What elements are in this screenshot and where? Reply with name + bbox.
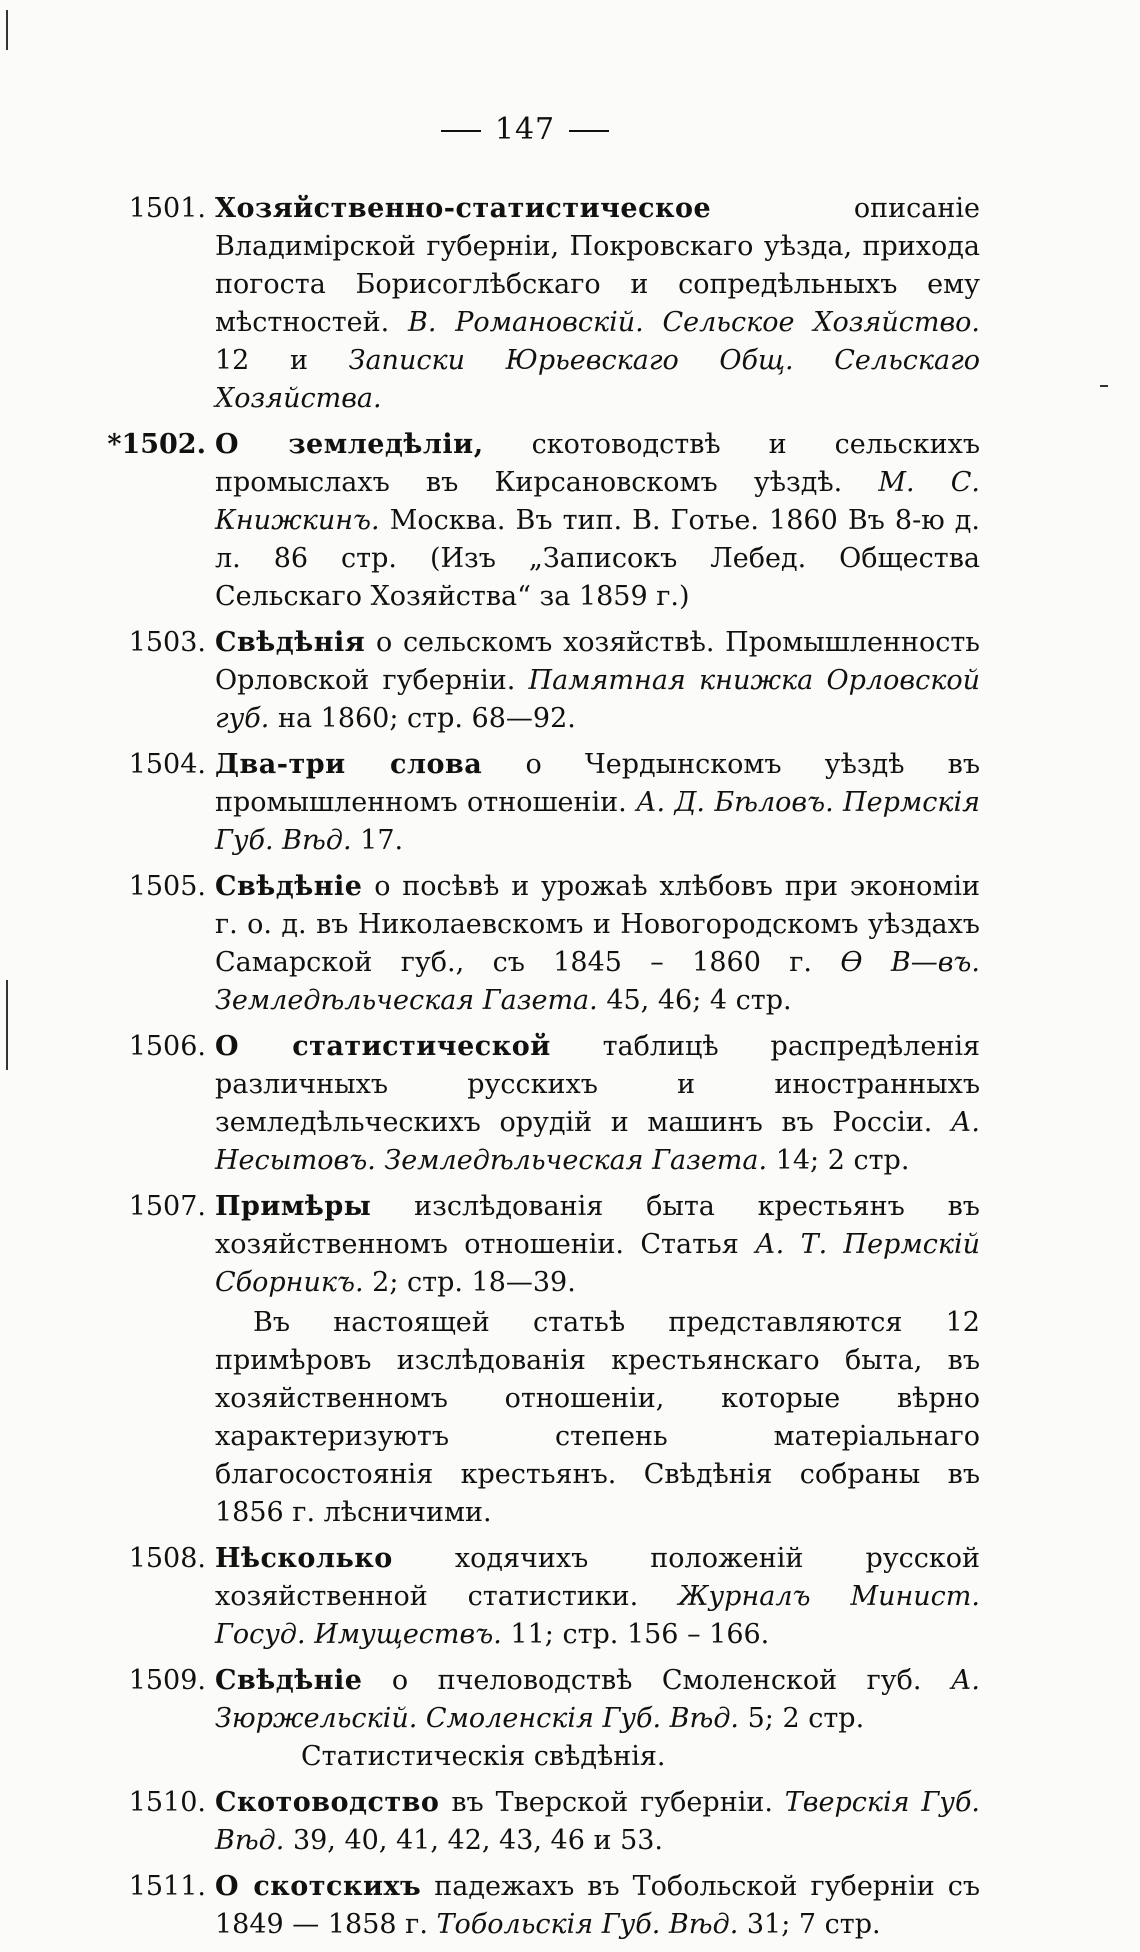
entry-1509 — [60, 1662, 980, 1776]
entry-keyword: Два-три слова — [215, 749, 483, 780]
entry-1505 — [60, 868, 980, 1020]
entry-source: А. Д. Бѣловъ. Пермскія Губ. Вѣд. — [215, 787, 981, 856]
entry-1508 — [60, 1540, 980, 1654]
entry-number: *1502. — [107, 429, 206, 460]
page-number: 147 — [0, 112, 1050, 147]
entry-source: М. С. Книжкинъ. — [215, 467, 980, 536]
entry-number: 1504. — [128, 749, 206, 780]
right-margin-tick — [1100, 385, 1108, 387]
entry-keyword: О статистической — [215, 1031, 551, 1062]
left-margin-line — [6, 980, 8, 1070]
entry-tail: на 1860; стр. 68—92. — [277, 703, 576, 734]
entry-keyword: О скотскихъ — [215, 1871, 422, 1902]
entry-1504 — [60, 746, 980, 860]
entry-source: Тверскія Губ. Вѣд. — [215, 1787, 981, 1856]
entry-text: таблицѣ распредѣленія различныхъ русскихъ и иностранныхъ земледѣльческихъ орудій и машинъ въ Россіи. — [215, 1031, 980, 1138]
entry-source: А. Зюржельскій. Смоленскія Губ. Вѣд. — [215, 1665, 980, 1734]
entry-keyword: Свѣдѣніе — [215, 1665, 363, 1696]
entry-1502 — [60, 426, 980, 616]
entry-tail: 5; 2 стр. — [747, 1703, 865, 1734]
entry-tail: 39, 40, 41, 42, 43, 46 и 53. — [292, 1825, 664, 1856]
entry-source: А. Т. Пермскій Сборникъ. — [215, 1229, 980, 1298]
entry-number: 1506. — [128, 1031, 206, 1062]
entry-tail: 17. — [360, 825, 404, 856]
entry-source: А. Несытовъ. Земледѣльческая Газета. — [215, 1107, 980, 1176]
entry-text: о пчеловодствѣ Смоленской губ. — [391, 1665, 922, 1696]
entry-keyword: Хозяйственно-статистическое — [215, 193, 712, 224]
entry-text: о Чердынскомъ уѣздѣ въ промышленномъ отношеніи. — [215, 749, 981, 818]
entry-source: Тобольскія Губ. Вѣд. — [436, 1909, 739, 1940]
entry-number: 1508. — [128, 1543, 206, 1574]
entry-text: въ Тверской губерніи. — [451, 1787, 773, 1818]
entry-keyword: О земледѣліи, — [215, 429, 484, 460]
entry-1503 — [60, 624, 980, 738]
entry-source-2: Записки Юрьевскаго Общ. Сельскаго Хозяйства. — [215, 345, 981, 414]
entry-1506 — [60, 1028, 980, 1180]
entry-subheading: Статистическія свѣдѣнія. — [301, 1741, 666, 1772]
entry-tail: Москва. Въ тип. В. Готье. 1860 Въ 8-ю д. л. 86 стр. (Изъ „Записокъ Лебед. Общества Сельскаго Хозяйства“ за 1859 г.) — [215, 505, 980, 612]
entry-tail: 12 и — [215, 345, 308, 376]
entry-number: 1510. — [128, 1787, 206, 1818]
entry-keyword: Нѣсколько — [215, 1543, 393, 1574]
entry-tail: 45, 46; 4 стр. — [606, 985, 792, 1016]
entry-text: описаніе Владимірской губерніи, Покровскаго уѣзда, прихода погоста Борисоглѣбскаго и сопредѣльныхъ ему мѣстностей. — [215, 193, 980, 338]
entry-number: 1505. — [128, 871, 206, 902]
entry-keyword: Примѣры — [215, 1191, 372, 1222]
entry-tail: 11; стр. 156 – 166. — [510, 1619, 770, 1650]
entry-annotation: Въ настоящей статьѣ представляются 12 примѣровъ изслѣдованія крестьянскаго быта, въ хозяйственномъ отношеніи, которые вѣрно характеризуютъ степень матеріальнаго благосостоянія крестьянъ. Свѣдѣнія собраны въ 1856 г. лѣсничими. — [215, 1307, 980, 1528]
entry-tail: 2; стр. 18—39. — [372, 1267, 576, 1298]
entry-source: Журналъ Минист. Госуд. Имуществъ. — [215, 1581, 980, 1650]
entry-text: падежахъ въ Тобольской губерніи съ 1849 — 1858 г. — [215, 1871, 980, 1940]
entry-source: В. Романовскій. Сельское Хозяйство. — [408, 307, 980, 338]
entry-1511 — [60, 1868, 980, 1944]
entry-number: 1509. — [128, 1665, 206, 1696]
entry-tail: 14; 2 стр. — [775, 1145, 910, 1176]
left-margin-line — [6, 10, 8, 50]
entry-text: о сельскомъ хозяйствѣ. Промышленность Орловской губерніи. — [215, 627, 980, 696]
entry-number: 1507. — [128, 1191, 206, 1222]
entry-1501 — [60, 190, 980, 418]
entry-source: Ѳ В—въ. Земледѣльческая Газета. — [215, 947, 980, 1016]
entry-text: изслѣдованія быта крестьянъ въ хозяйственномъ отношеніи. Статья — [215, 1191, 980, 1260]
entry-number: 1501. — [128, 193, 206, 224]
entry-text: скотоводствѣ и сельскихъ промыслахъ въ Кирсановскомъ уѣздѣ. — [215, 429, 980, 498]
entry-keyword: Свѣдѣнія — [215, 627, 366, 658]
bibliography-list — [60, 190, 980, 1952]
entry-number: 1511. — [128, 1871, 206, 1902]
entry-number: 1503. — [128, 627, 206, 658]
entry-tail: 31; 7 стр. — [746, 1909, 881, 1940]
entry-text: о посѣвѣ и урожаѣ хлѣбовъ при экономіи г. о. д. въ Николаевскомъ и Новогородскомъ уѣздахъ Самарской губ., съ 1845 – 1860 г. — [215, 871, 980, 978]
entry-source: Памятная книжка Орловской губ. — [215, 665, 980, 734]
entry-keyword: Свѣдѣніе — [215, 871, 363, 902]
entry-1510 — [60, 1784, 980, 1860]
entry-text: ходячихъ положеній русской хозяйственной статистики. — [215, 1543, 980, 1612]
entry-keyword: Скотоводство — [215, 1787, 440, 1818]
entry-1507 — [60, 1188, 980, 1532]
